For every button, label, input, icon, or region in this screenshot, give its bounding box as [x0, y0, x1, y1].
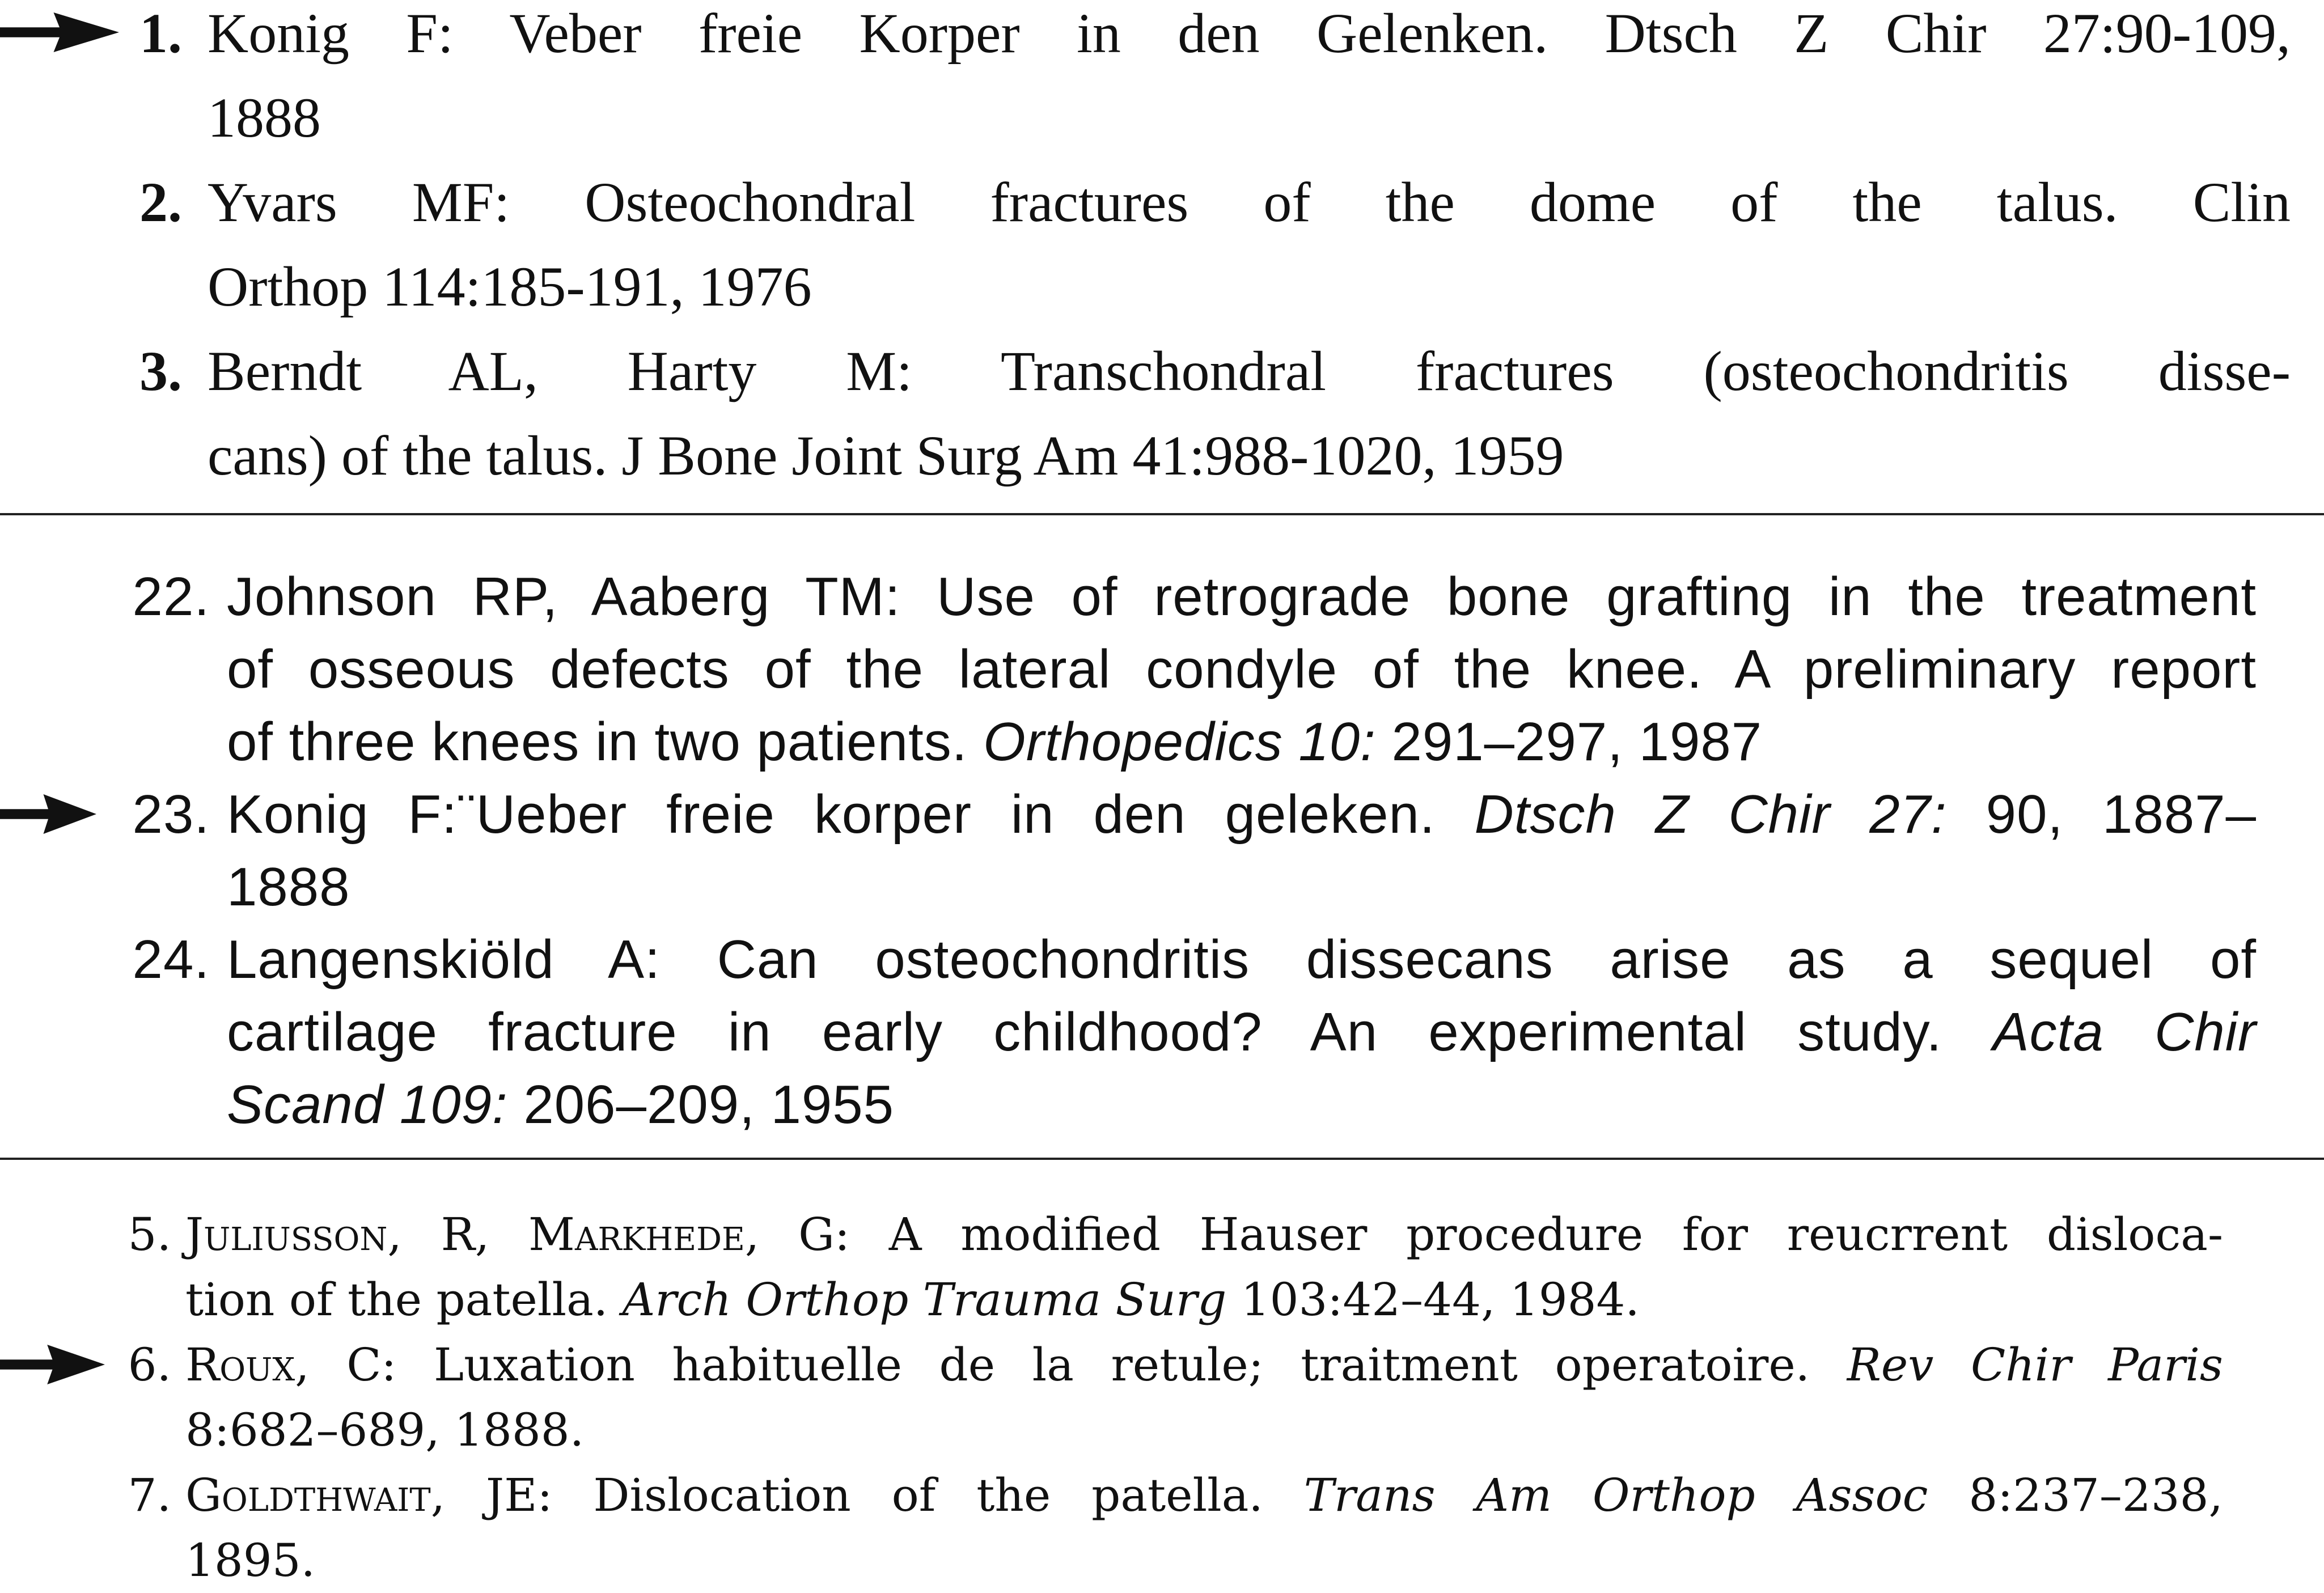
reference-number: 7. — [128, 1469, 171, 1522]
reference-item — [139, 329, 2291, 498]
journal-title: Arch Orthop Trauma Surg — [622, 1273, 1227, 1326]
reference-text: cans) of the talus. J Bone Joint Surg Am 41:988-1020, 1959 — [208, 424, 1564, 487]
reference-text: , R, — [387, 1208, 529, 1261]
reference-line — [185, 1463, 2223, 1528]
reference-line — [208, 413, 2291, 498]
reference-line — [185, 1528, 2223, 1593]
reference-item — [132, 778, 2257, 923]
reference-number: 5. — [128, 1208, 171, 1261]
reference-number: 2. — [139, 171, 182, 234]
reference-text: tion of the patella. — [185, 1273, 623, 1326]
reference-item — [132, 923, 2257, 1141]
reference-line — [185, 1202, 2223, 1267]
reference-line — [208, 160, 2291, 244]
reference-text: 8:237–238, — [1928, 1469, 2223, 1522]
reference-line — [227, 561, 2257, 633]
pointer-arrow-icon — [0, 12, 119, 52]
reference-text: Yvars MF: Osteochondral fractures of the dome of the talus. Clin — [208, 171, 2291, 234]
reference-line — [208, 75, 2291, 160]
reference-list-sans — [0, 561, 2324, 1141]
reference-number: 3. — [139, 340, 182, 403]
reference-text: of three knees in two patients. — [227, 711, 984, 772]
reference-text: Konig F:¨Ueber freie korper in den geleken. — [227, 784, 1475, 845]
journal-title: Trans Am Orthop Assoc — [1303, 1469, 1928, 1522]
reference-text: 103:42–44, 1984. — [1226, 1273, 1640, 1326]
journal-title: Dtsch Z Chir 27: — [1474, 784, 1947, 845]
reference-text: 90, 1887– — [1946, 784, 2257, 845]
reference-line — [208, 244, 2291, 329]
reference-line — [208, 0, 2291, 75]
pointer-arrow-icon — [0, 794, 96, 834]
reference-item — [128, 1332, 2223, 1463]
reference-text: Konig F: Veber freie Korper in den Gelenken. Dtsch Z Chir 27:90-109, — [208, 2, 2291, 65]
journal-title: Scand 109: — [227, 1074, 508, 1135]
reference-line — [185, 1397, 2223, 1463]
reference-list-century — [0, 1202, 2324, 1593]
reference-item — [128, 1202, 2223, 1332]
reference-text: 291–297, 1987 — [1375, 711, 1763, 772]
reference-line — [185, 1267, 2223, 1332]
reference-line — [227, 1069, 2257, 1141]
reference-line — [227, 923, 2257, 996]
reference-item — [139, 0, 2291, 160]
reference-item — [128, 1463, 2223, 1593]
reference-number: 22. — [132, 566, 210, 627]
reference-line — [227, 633, 2257, 706]
reference-text: , G: A modified Hauser procedure for reucrrent disloca- — [744, 1208, 2223, 1261]
pointer-arrow-icon — [0, 1345, 105, 1384]
reference-number: 6. — [128, 1338, 171, 1391]
reference-text: Orthop 114:185-191, 1976 — [208, 255, 812, 318]
author-name: Markhede — [528, 1208, 745, 1261]
author-name: Goldthwait — [185, 1469, 431, 1522]
reference-line — [208, 329, 2291, 413]
reference-text: , C: Luxation habituelle de la retule; traitment operatoire. — [295, 1338, 1847, 1391]
reference-number: 1. — [139, 2, 182, 65]
journal-title: Rev Chir Paris — [1847, 1338, 2223, 1391]
reference-number: 24. — [132, 929, 210, 990]
reference-text: 206–209, 1955 — [507, 1074, 895, 1135]
reference-text: Johnson RP, Aaberg TM: Use of retrograde bone grafting in the treatment — [227, 566, 2257, 627]
reference-text: Langenskiöld A: Can osteochondritis dissecans arise as a sequel of — [227, 929, 2257, 990]
reference-text: cartilage fracture in early childhood? An experimental study. — [227, 1002, 1993, 1062]
reference-line — [227, 778, 2257, 851]
reference-text: of osseous defects of the lateral condyle of the knee. A preliminary report — [227, 639, 2257, 700]
reference-line — [185, 1332, 2223, 1397]
reference-list-serif — [0, 0, 2324, 498]
reference-line — [227, 706, 2257, 778]
reference-text: 8:682–689, 1888. — [185, 1404, 585, 1456]
reference-line — [227, 851, 2257, 923]
journal-title: Acta Chir — [1992, 1002, 2257, 1062]
reference-item — [132, 561, 2257, 778]
author-name: Juliusson — [185, 1208, 388, 1261]
divider — [0, 1158, 2324, 1160]
author-name: Roux — [185, 1338, 295, 1391]
divider — [0, 513, 2324, 515]
reference-text: 1895. — [185, 1534, 316, 1587]
reference-text: 1888 — [208, 86, 321, 149]
reference-text: Berndt AL, Harty M: Transchondral fractures (osteochondritis disse- — [208, 340, 2291, 403]
journal-title: Orthopedics 10: — [983, 711, 1376, 772]
reference-text: 1888 — [227, 857, 350, 917]
reference-item — [139, 160, 2291, 329]
reference-line — [227, 996, 2257, 1069]
reference-number: 23. — [132, 784, 210, 845]
reference-text: , JE: Dislocation of the patella. — [430, 1469, 1304, 1522]
